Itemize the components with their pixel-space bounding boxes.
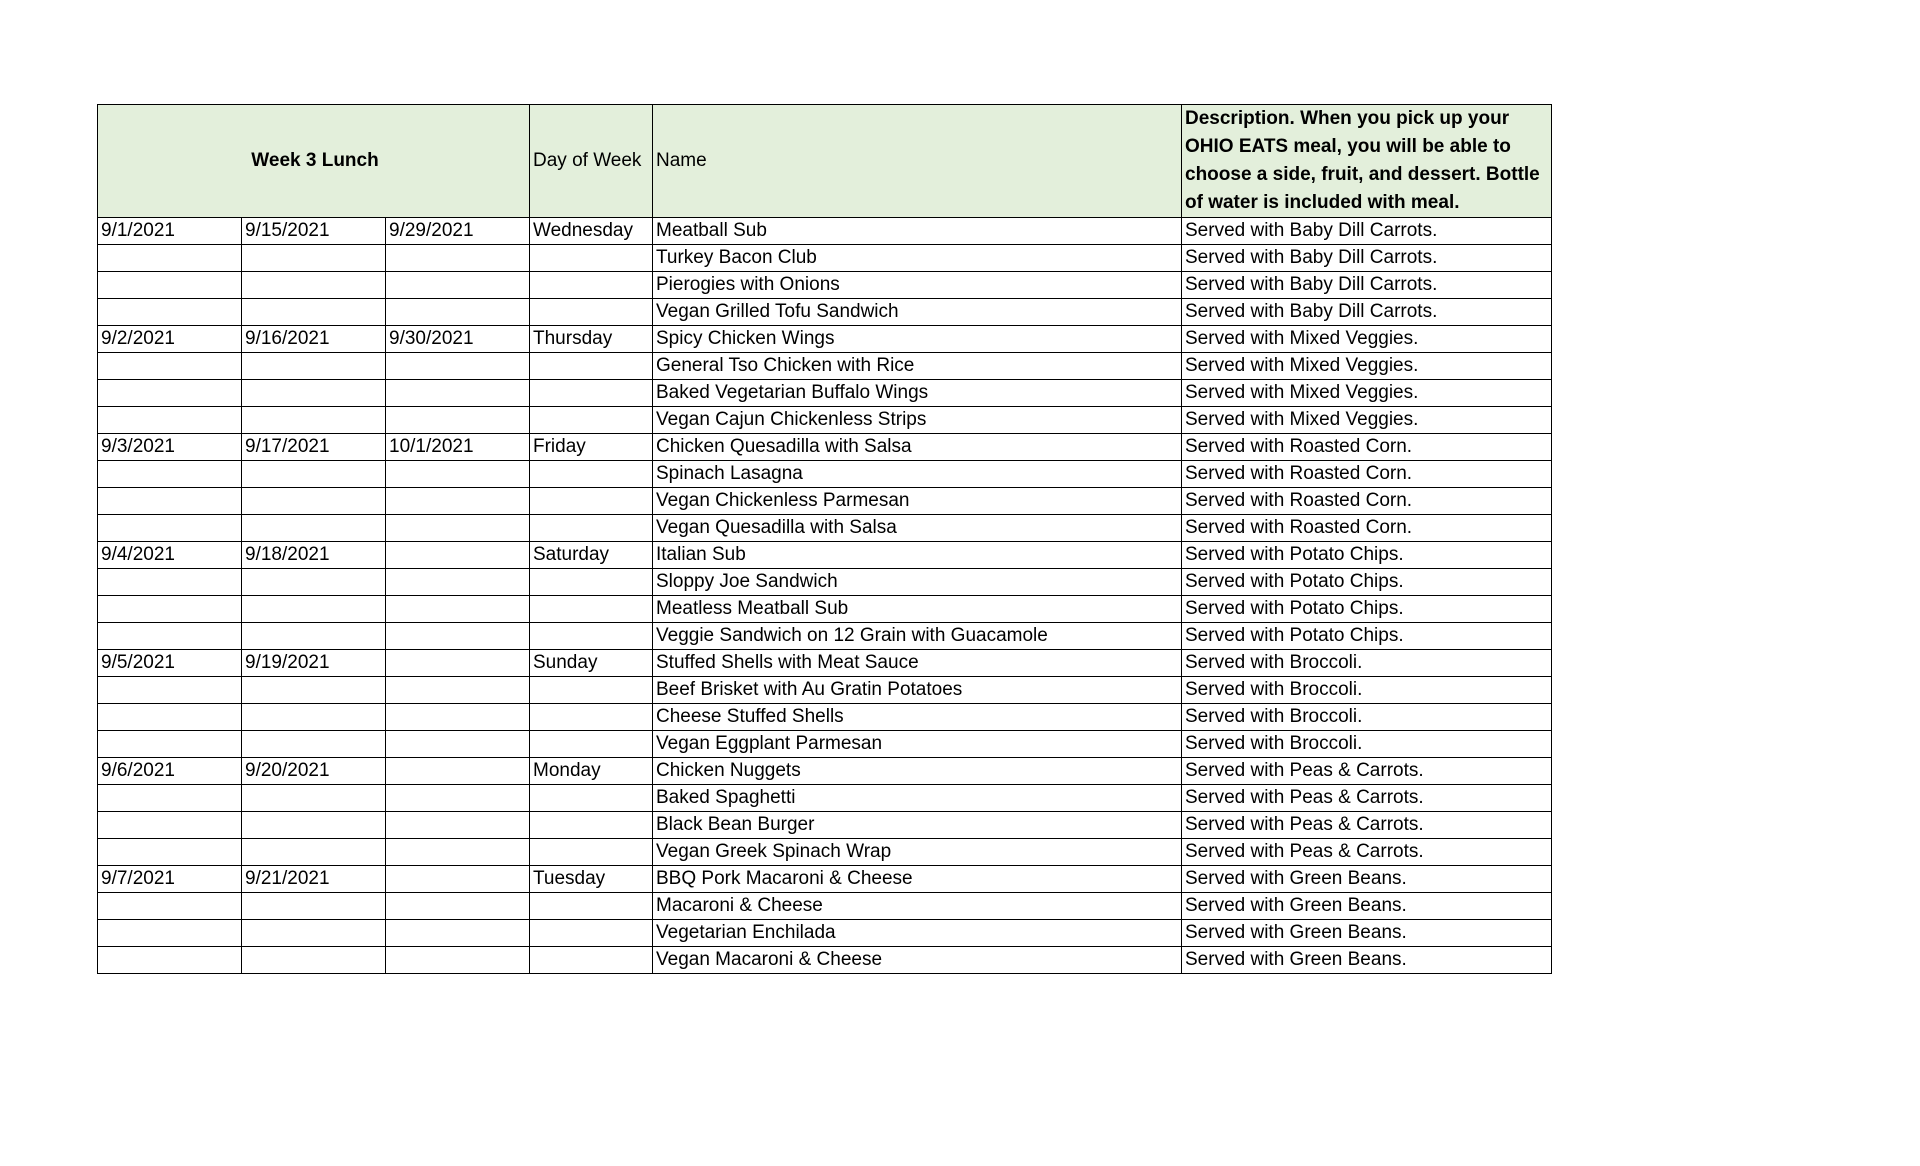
day-of-week-cell: [530, 920, 653, 947]
meal-name-cell: Spicy Chicken Wings: [653, 326, 1182, 353]
date-week3-cell: [242, 515, 386, 542]
date-week1-cell: [98, 893, 242, 920]
meal-description-cell: Served with Baby Dill Carrots.: [1182, 218, 1552, 245]
date-week3-cell: [242, 731, 386, 758]
date-week5-cell: [386, 380, 530, 407]
date-week5-cell: [386, 650, 530, 677]
day-of-week-cell: Saturday: [530, 542, 653, 569]
table-row: [98, 380, 1552, 407]
meal-name-cell: Beef Brisket with Au Gratin Potatoes: [653, 677, 1182, 704]
week-title: Week 3 Lunch: [98, 105, 530, 218]
date-week5-cell: [386, 596, 530, 623]
date-week3-cell: [242, 677, 386, 704]
date-week1-cell: [98, 380, 242, 407]
meal-description-cell: Served with Roasted Corn.: [1182, 515, 1552, 542]
meal-name-cell: Meatless Meatball Sub: [653, 596, 1182, 623]
date-week1-cell: [98, 623, 242, 650]
date-week5-cell: [386, 866, 530, 893]
date-week1-cell: [98, 407, 242, 434]
meal-description-cell: Served with Mixed Veggies.: [1182, 407, 1552, 434]
meal-description-cell: Served with Broccoli.: [1182, 677, 1552, 704]
date-week3-cell: [242, 353, 386, 380]
date-week1-cell: [98, 677, 242, 704]
date-week1-cell: [98, 704, 242, 731]
date-week3-cell: [242, 704, 386, 731]
day-of-week-cell: [530, 488, 653, 515]
day-of-week-cell: [530, 893, 653, 920]
day-of-week-cell: Sunday: [530, 650, 653, 677]
table-row: [98, 488, 1552, 515]
date-week1-cell: [98, 272, 242, 299]
date-week3-cell: [242, 407, 386, 434]
date-week1-cell: [98, 596, 242, 623]
date-week3-cell: [242, 299, 386, 326]
meal-name-cell: Baked Spaghetti: [653, 785, 1182, 812]
table-row: [98, 596, 1552, 623]
meal-description-cell: Served with Broccoli.: [1182, 731, 1552, 758]
meal-name-cell: Vegan Quesadilla with Salsa: [653, 515, 1182, 542]
meal-name-cell: Veggie Sandwich on 12 Grain with Guacamole: [653, 623, 1182, 650]
day-of-week-cell: [530, 839, 653, 866]
table-row: [98, 515, 1552, 542]
date-week3-cell: [242, 947, 386, 974]
date-week3-cell: 9/19/2021: [242, 650, 386, 677]
date-week3-cell: [242, 488, 386, 515]
date-week5-cell: [386, 272, 530, 299]
date-week5-cell: [386, 542, 530, 569]
table-row: [98, 812, 1552, 839]
meal-name-cell: Pierogies with Onions: [653, 272, 1182, 299]
date-week3-cell: 9/21/2021: [242, 866, 386, 893]
table-row: [98, 839, 1552, 866]
meal-description-cell: Served with Potato Chips.: [1182, 542, 1552, 569]
date-week5-cell: [386, 488, 530, 515]
day-of-week-cell: [530, 245, 653, 272]
name-header: Name: [653, 105, 1182, 218]
day-of-week-cell: [530, 380, 653, 407]
meal-name-cell: Spinach Lasagna: [653, 461, 1182, 488]
meal-description-cell: Served with Potato Chips.: [1182, 569, 1552, 596]
meal-description-cell: Served with Peas & Carrots.: [1182, 785, 1552, 812]
table-row: [98, 920, 1552, 947]
date-week1-cell: 9/6/2021: [98, 758, 242, 785]
meal-name-cell: Vegetarian Enchilada: [653, 920, 1182, 947]
meal-description-cell: Served with Mixed Veggies.: [1182, 380, 1552, 407]
meal-description-cell: Served with Peas & Carrots.: [1182, 812, 1552, 839]
table-row: [98, 758, 1552, 785]
date-week1-cell: 9/2/2021: [98, 326, 242, 353]
table-row: [98, 704, 1552, 731]
meal-name-cell: Turkey Bacon Club: [653, 245, 1182, 272]
meal-name-cell: Cheese Stuffed Shells: [653, 704, 1182, 731]
meal-name-cell: Baked Vegetarian Buffalo Wings: [653, 380, 1182, 407]
date-week1-cell: 9/5/2021: [98, 650, 242, 677]
header-row: [98, 105, 1552, 218]
date-week5-cell: [386, 407, 530, 434]
meal-name-cell: Vegan Macaroni & Cheese: [653, 947, 1182, 974]
date-week1-cell: 9/7/2021: [98, 866, 242, 893]
date-week5-cell: [386, 461, 530, 488]
date-week1-cell: [98, 569, 242, 596]
date-week3-cell: [242, 461, 386, 488]
date-week1-cell: [98, 920, 242, 947]
meal-name-cell: Macaroni & Cheese: [653, 893, 1182, 920]
menu-body: [98, 218, 1552, 974]
date-week5-cell: [386, 920, 530, 947]
meal-name-cell: General Tso Chicken with Rice: [653, 353, 1182, 380]
date-week5-cell: [386, 353, 530, 380]
meal-description-cell: Served with Roasted Corn.: [1182, 461, 1552, 488]
table-row: [98, 353, 1552, 380]
description-header: Description. When you pick up your OHIO EATS meal, you will be able to choose a side, fruit, and dessert. Bottle of water is included with meal.: [1182, 105, 1552, 218]
meal-description-cell: Served with Potato Chips.: [1182, 596, 1552, 623]
meal-description-cell: Served with Green Beans.: [1182, 866, 1552, 893]
day-of-week-cell: Monday: [530, 758, 653, 785]
date-week3-cell: 9/20/2021: [242, 758, 386, 785]
meal-description-cell: Served with Broccoli.: [1182, 650, 1552, 677]
date-week3-cell: [242, 272, 386, 299]
table-row: [98, 326, 1552, 353]
meal-description-cell: Served with Roasted Corn.: [1182, 434, 1552, 461]
table-row: [98, 623, 1552, 650]
date-week3-cell: [242, 785, 386, 812]
date-week5-cell: [386, 839, 530, 866]
date-week5-cell: [386, 623, 530, 650]
table-row: [98, 272, 1552, 299]
meal-name-cell: Vegan Cajun Chickenless Strips: [653, 407, 1182, 434]
date-week3-cell: 9/15/2021: [242, 218, 386, 245]
meal-name-cell: Vegan Greek Spinach Wrap: [653, 839, 1182, 866]
meal-name-cell: Stuffed Shells with Meat Sauce: [653, 650, 1182, 677]
table-row: [98, 947, 1552, 974]
day-of-week-cell: [530, 731, 653, 758]
meal-description-cell: Served with Peas & Carrots.: [1182, 839, 1552, 866]
date-week3-cell: 9/16/2021: [242, 326, 386, 353]
date-week3-cell: [242, 596, 386, 623]
table-row: [98, 893, 1552, 920]
meal-name-cell: Vegan Eggplant Parmesan: [653, 731, 1182, 758]
meal-name-cell: Sloppy Joe Sandwich: [653, 569, 1182, 596]
meal-description-cell: Served with Mixed Veggies.: [1182, 326, 1552, 353]
day-of-week-cell: [530, 407, 653, 434]
day-of-week-cell: [530, 353, 653, 380]
table-row: [98, 542, 1552, 569]
date-week3-cell: [242, 245, 386, 272]
date-week1-cell: [98, 839, 242, 866]
date-week5-cell: 9/30/2021: [386, 326, 530, 353]
meal-name-cell: Meatball Sub: [653, 218, 1182, 245]
date-week5-cell: [386, 245, 530, 272]
table-row: [98, 731, 1552, 758]
day-of-week-cell: Friday: [530, 434, 653, 461]
meal-description-cell: Served with Baby Dill Carrots.: [1182, 245, 1552, 272]
day-of-week-cell: Wednesday: [530, 218, 653, 245]
day-of-week-cell: [530, 461, 653, 488]
day-of-week-cell: [530, 299, 653, 326]
table-row: [98, 677, 1552, 704]
date-week5-cell: [386, 704, 530, 731]
date-week5-cell: [386, 893, 530, 920]
meal-name-cell: Italian Sub: [653, 542, 1182, 569]
table-row: [98, 218, 1552, 245]
meal-description-cell: Served with Green Beans.: [1182, 893, 1552, 920]
meal-description-cell: Served with Mixed Veggies.: [1182, 353, 1552, 380]
meal-description-cell: Served with Broccoli.: [1182, 704, 1552, 731]
date-week1-cell: [98, 488, 242, 515]
date-week3-cell: [242, 812, 386, 839]
table-row: [98, 245, 1552, 272]
date-week1-cell: [98, 461, 242, 488]
meal-name-cell: BBQ Pork Macaroni & Cheese: [653, 866, 1182, 893]
day-of-week-cell: [530, 569, 653, 596]
day-of-week-cell: [530, 812, 653, 839]
table-row: [98, 866, 1552, 893]
meal-name-cell: Chicken Nuggets: [653, 758, 1182, 785]
date-week1-cell: [98, 245, 242, 272]
lunch-menu-table: [97, 104, 1552, 974]
table-row: [98, 650, 1552, 677]
day-of-week-cell: Tuesday: [530, 866, 653, 893]
date-week1-cell: 9/4/2021: [98, 542, 242, 569]
date-week3-cell: [242, 839, 386, 866]
meal-description-cell: Served with Green Beans.: [1182, 920, 1552, 947]
meal-name-cell: Black Bean Burger: [653, 812, 1182, 839]
meal-description-cell: Served with Green Beans.: [1182, 947, 1552, 974]
meal-name-cell: Chicken Quesadilla with Salsa: [653, 434, 1182, 461]
date-week5-cell: [386, 515, 530, 542]
date-week1-cell: [98, 515, 242, 542]
date-week5-cell: [386, 299, 530, 326]
date-week1-cell: [98, 947, 242, 974]
date-week3-cell: [242, 893, 386, 920]
date-week3-cell: 9/17/2021: [242, 434, 386, 461]
date-week1-cell: 9/3/2021: [98, 434, 242, 461]
meal-description-cell: Served with Peas & Carrots.: [1182, 758, 1552, 785]
day-of-week-cell: [530, 677, 653, 704]
table-row: [98, 785, 1552, 812]
date-week1-cell: [98, 812, 242, 839]
day-of-week-cell: [530, 623, 653, 650]
date-week5-cell: [386, 812, 530, 839]
date-week5-cell: [386, 947, 530, 974]
date-week3-cell: [242, 380, 386, 407]
day-of-week-cell: [530, 704, 653, 731]
table-row: [98, 461, 1552, 488]
date-week5-cell: [386, 785, 530, 812]
table-row: [98, 434, 1552, 461]
meal-description-cell: Served with Roasted Corn.: [1182, 488, 1552, 515]
meal-description-cell: Served with Baby Dill Carrots.: [1182, 299, 1552, 326]
day-of-week-cell: [530, 515, 653, 542]
date-week1-cell: 9/1/2021: [98, 218, 242, 245]
date-week3-cell: [242, 623, 386, 650]
meal-description-cell: Served with Baby Dill Carrots.: [1182, 272, 1552, 299]
day-of-week-cell: [530, 596, 653, 623]
day-of-week-cell: Thursday: [530, 326, 653, 353]
date-week5-cell: 10/1/2021: [386, 434, 530, 461]
date-week5-cell: [386, 731, 530, 758]
meal-name-cell: Vegan Chickenless Parmesan: [653, 488, 1182, 515]
date-week5-cell: [386, 677, 530, 704]
table-row: [98, 299, 1552, 326]
date-week1-cell: [98, 785, 242, 812]
date-week1-cell: [98, 731, 242, 758]
date-week3-cell: [242, 569, 386, 596]
table-row: [98, 569, 1552, 596]
day-of-week-cell: [530, 272, 653, 299]
day-of-week-cell: [530, 785, 653, 812]
date-week3-cell: 9/18/2021: [242, 542, 386, 569]
date-week5-cell: [386, 569, 530, 596]
date-week5-cell: [386, 758, 530, 785]
date-week1-cell: [98, 299, 242, 326]
date-week3-cell: [242, 920, 386, 947]
meal-name-cell: Vegan Grilled Tofu Sandwich: [653, 299, 1182, 326]
day-of-week-header: Day of Week: [530, 105, 653, 218]
date-week1-cell: [98, 353, 242, 380]
table-row: [98, 407, 1552, 434]
day-of-week-cell: [530, 947, 653, 974]
date-week5-cell: 9/29/2021: [386, 218, 530, 245]
meal-description-cell: Served with Potato Chips.: [1182, 623, 1552, 650]
